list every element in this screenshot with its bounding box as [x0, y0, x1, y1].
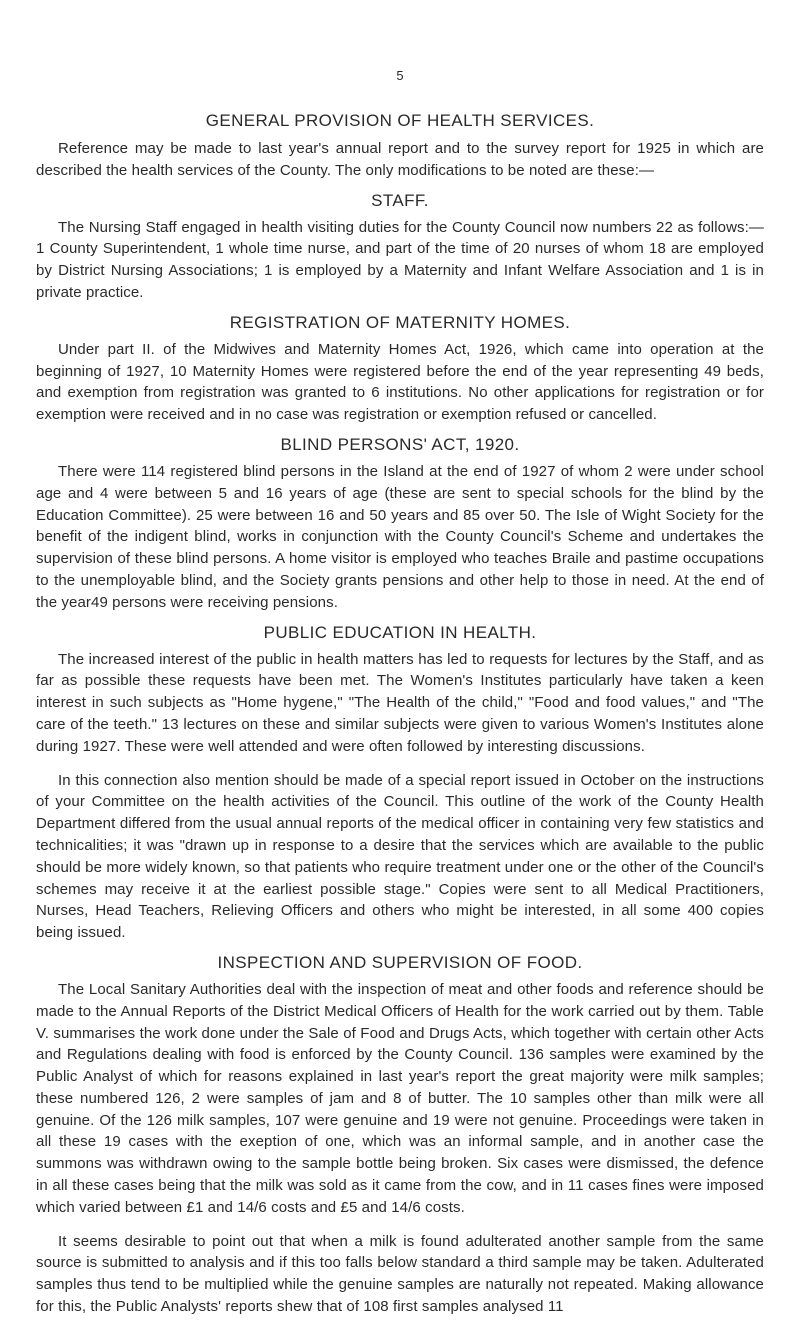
section-blind-persons-act [36, 434, 764, 614]
page-content [36, 110, 764, 1318]
paragraph: The Nursing Staff engaged in health visiting duties for the County Council now numbers 22 as follows:—1 County Superintendent, 1 whole time nurse, and part of the time of 20 nurses of whom 18 are employed by District Nursing Associations; 1 is employed by a Maternity and Infant Welfare Association and 1 is in private practice. [36, 218, 764, 301]
paragraph: The increased interest of the public in health matters has led to requests for lectures by the Staff, and as far as possible these requests have been met. The Women's Institutes particularly have taken a keen interest in such subjects as "Home hygene," "The Health of the child," "Food and food values," and "The care of the teeth." 13 lectures on these and similar subjects were given to various Women's Institutes alone during 1927. These were well attended and were often followed by interesting discussions. [36, 650, 764, 755]
paragraph: The Local Sanitary Authorities deal with the inspection of meat and other foods and reference should be made to the Annual Reports of the District Medical Officers of Health for the work carried out by them. Table V. summarises the work done under the Sale of Food and Drugs Acts, which together with certain other Acts and Regulations dealing with food is enforced by the County Council. 136 samples were examined by the Public Analyst of which for reasons explained in last year's report the great majority were milk samples; these numbered 126, 2 were samples of jam and 8 of butter. The 10 samples other than milk were all genuine. Of the 126 milk samples, 107 were genuine and 19 were not genuine. Proceedings were taken in all these 19 cases with the exeption of one, which was an informal sample, and in another case the summons was withdrawn owing to the sample bottle being broken. Six cases were dismissed, the defence in all these cases being that the milk was sold as it came from the cow, and in 11 cases fines were imposed which varied between £1 and 14/6 costs and £5 and 14/6 costs. [36, 980, 764, 1216]
paragraph: In this connection also mention should be made of a special report issued in October on the instructions of your Committee on the health activities of the Council. This outline of the work of the County Health Department differed from the usual annual reports of the medical officer in containing very few statistics and technicalities; it was "drawn up in response to a desire that the services which are available to the public should be more widely known, so that patients who require treatment under one or the other of the Council's schemes may receive it at the earliest possible stage." Copies were sent to all Medical Practitioners, Nurses, Head Teachers, Relieving Officers and others who might be interested, in all some 400 copies being issued. [36, 771, 764, 942]
section-heading: INSPECTION AND SUPERVISION OF FOOD. [217, 952, 583, 972]
section-registration-maternity-homes [36, 312, 764, 426]
page-number: 5 [396, 68, 404, 83]
paragraph: Reference may be made to last year's annual report and to the survey report for 1925 in which are described the health services of the County. The only modifications to be noted are these:— [36, 140, 764, 179]
paragraph: It seems desirable to point out that when a milk is found adulterated another sample from the same source is submitted to analysis and if this too falls below standard a third sample may be taken. Adulterated samples thus tend to be multiplied while the genuine samples are naturally not repeated. Making allowance for this, the Public Analysts' reports shew that of 108 first samples analysed 11 [36, 1232, 764, 1316]
paragraph: Under part II. of the Midwives and Maternity Homes Act, 1926, which came into operation at the beginning of 1927, 10 Maternity Homes were registered before the end of the year representing 49 beds, and exemption from registration was granted to 6 institutions. No other applications for registration or for exemption were received and in no case was registration or exemption refused or cancelled. [36, 340, 764, 424]
section-heading: GENERAL PROVISION OF HEALTH SERVICES. [205, 111, 595, 130]
section-staff [36, 190, 764, 304]
paragraph: There were 114 registered blind persons in the Island at the end of 1927 of whom 2 were under school age and 4 were between 5 and 16 years of age (these are sent to special schools for the blind by the Education Committee). 25 were between 16 and 50 years and 85 over 50. The Isle of Wight Society for the benefit of the indigent blind, works in conjunction with the County Council's Scheme and undertakes the supervision of these blind persons. A home visitor is employed who teaches Braile and pastime occupations to the unemployable blind, and the Society grants pensions and other help to those in need. At the end of the year49 persons were receiving pensions. [36, 462, 764, 611]
section-public-education [36, 622, 764, 944]
section-general-provision [36, 110, 764, 182]
section-inspection-food [36, 952, 764, 1318]
section-heading: BLIND PERSONS' ACT, 1920. [280, 434, 520, 454]
section-heading: PUBLIC EDUCATION IN HEALTH. [263, 622, 537, 642]
section-heading: REGISTRATION OF MATERNITY HOMES. [229, 312, 571, 332]
section-heading: STAFF. [371, 190, 429, 210]
